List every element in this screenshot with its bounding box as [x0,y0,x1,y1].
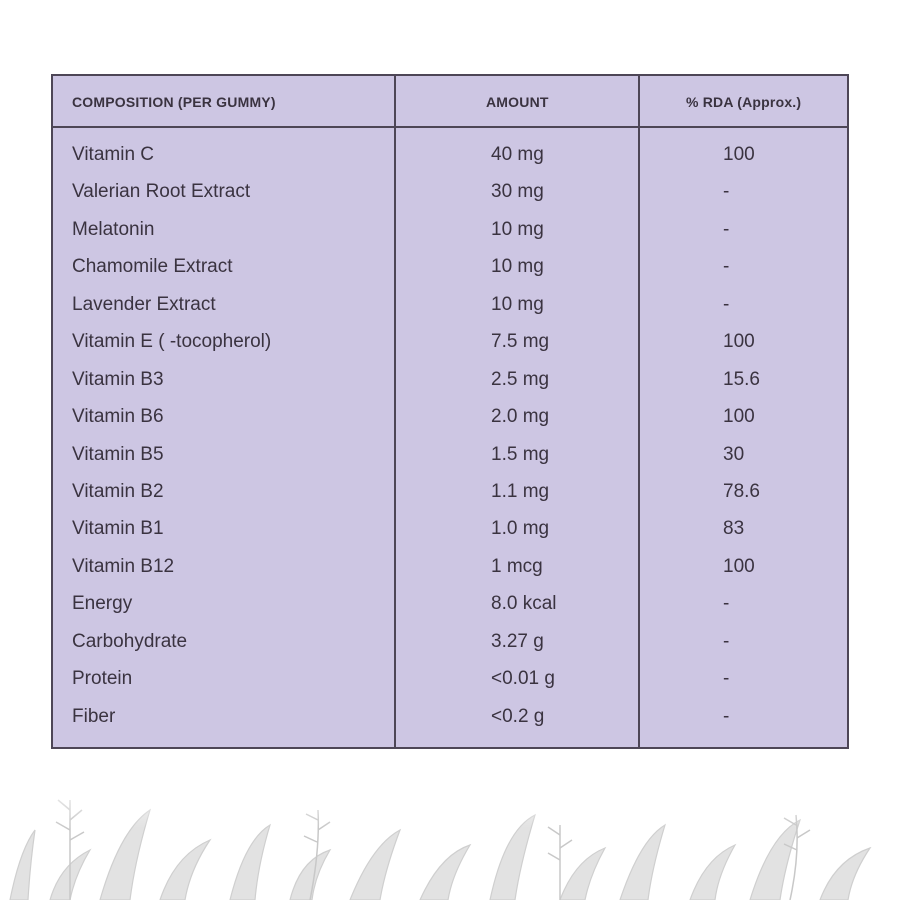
header-composition: COMPOSITION (PER GUMMY) [72,94,276,110]
nutrient-rda: 100 [723,144,755,165]
nutrient-name: Chamomile Extract [72,256,233,278]
table-row [53,138,847,175]
nutrient-rda: 100 [723,555,755,577]
nutrient-rda: 30 [723,443,745,465]
nutrient-name: Fiber [72,705,116,727]
nutrient-rda: 78.6 [723,480,760,502]
nutrient-name: Melatonin [72,218,155,240]
nutrient-amount: 10 mg [491,218,544,240]
header-divider [53,126,847,128]
nutrient-name: Vitamin B12 [72,555,175,577]
nutrient-name: Vitamin C [72,144,155,165]
nutrient-rda: - [723,181,730,203]
nutrient-rda: - [723,593,730,615]
nutrient-name: Valerian Root Extract [72,181,251,203]
table-header [53,76,847,126]
table-row [53,550,847,587]
nutrient-name: Carbohydrate [72,630,188,652]
nutrient-rda: - [723,256,730,278]
nutrition-table [51,74,849,749]
nutrient-amount: 1.5 mg [491,443,550,465]
nutrient-rda: 100 [723,331,755,353]
nutrient-rda: - [723,293,730,315]
table-row [53,475,847,512]
foliage-illustration-icon [0,770,900,900]
nutrient-name: Protein [72,668,133,690]
nutrient-name: Vitamin B1 [72,518,164,540]
table-row [53,363,847,400]
nutrient-name: Vitamin B6 [72,406,164,428]
nutrient-amount: 10 mg [491,293,544,315]
nutrient-rda: - [723,668,730,690]
nutrient-amount: <0.01 g [491,668,555,690]
table-row [53,175,847,212]
nutrient-name: Vitamin B5 [72,443,164,465]
table-row [53,662,847,699]
table-body [53,138,847,737]
nutrient-amount: 2.0 mg [491,406,550,428]
table-row [53,288,847,325]
nutrient-rda: 100 [723,406,755,428]
nutrient-amount: 10 mg [491,256,544,278]
nutrient-name: Vitamin B3 [72,368,164,390]
nutrient-amount: 8.0 kcal [491,593,557,615]
nutrient-name: Lavender Extract [72,293,216,315]
table-row [53,325,847,362]
table-row [53,213,847,250]
header-rda: % RDA (Approx.) [686,94,802,110]
nutrient-amount: 1.1 mg [491,480,550,502]
nutrient-amount: <0.2 g [491,705,545,727]
nutrient-rda: 83 [723,518,745,540]
nutrient-rda: 15.6 [723,368,760,390]
table-row [53,512,847,549]
nutrient-rda: - [723,705,730,727]
nutrient-amount: 2.5 mg [491,368,550,390]
nutrient-name: Energy [72,593,133,615]
table-row [53,250,847,287]
nutrient-name: Vitamin E ( -tocopherol) [72,331,272,353]
nutrient-amount: 7.5 mg [491,331,550,353]
table-row [53,438,847,475]
table-row [53,625,847,662]
nutrient-amount: 30 mg [491,181,544,203]
nutrient-name: Vitamin B2 [72,480,164,502]
table-row [53,700,847,737]
nutrient-rda: - [723,630,730,652]
nutrient-amount: 40 mg [491,144,544,165]
table-row [53,587,847,624]
nutrient-rda: - [723,218,730,240]
nutrient-amount: 1 mcg [491,555,543,577]
nutrient-amount: 1.0 mg [491,518,550,540]
nutrient-amount: 3.27 g [491,630,544,652]
header-amount: AMOUNT [486,94,549,110]
table-row [53,400,847,437]
